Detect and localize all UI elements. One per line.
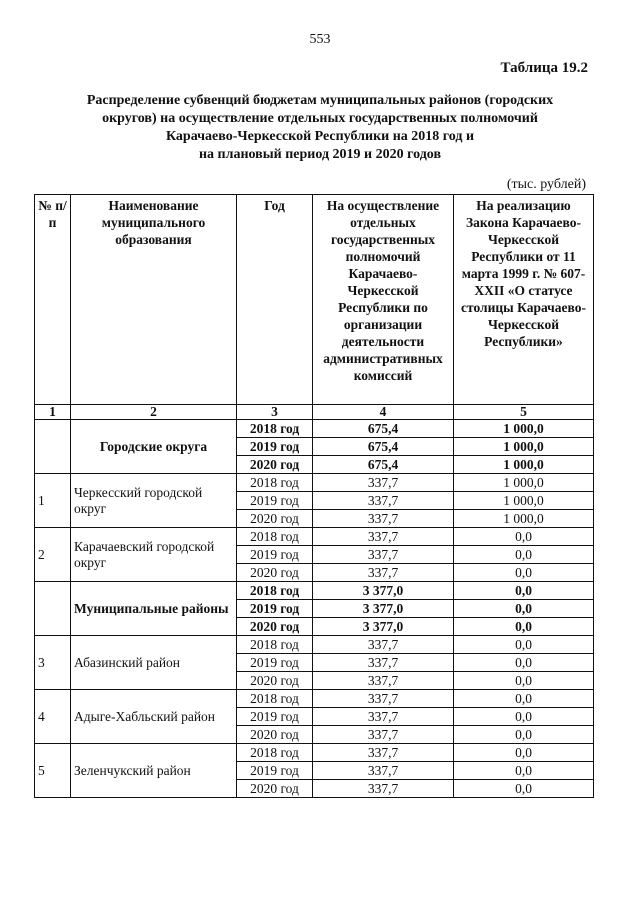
title-line: на плановый период 2019 и 2020 годов [198, 147, 442, 162]
title-line: Карачаево-Черкесской Республики на 2018 год и [165, 129, 475, 144]
municipality-name: Черкесский городской округ [71, 474, 237, 528]
year-cell: 2020 год [237, 780, 313, 798]
year-cell: 2018 год [237, 744, 313, 762]
admin-commissions-value: 337,7 [313, 528, 454, 546]
year-cell: 2019 год [237, 708, 313, 726]
municipality-name: Адыге-Хабльский район [71, 690, 237, 744]
admin-commissions-value: 337,7 [313, 780, 454, 798]
title-line: округов) на осуществление отдельных государственных полномочий [102, 111, 538, 126]
admin-commissions-value: 675,4 [313, 420, 454, 438]
admin-commissions-value: 337,7 [313, 708, 454, 726]
capital-status-value: 0,0 [454, 672, 594, 690]
table-row [35, 690, 594, 708]
capital-status-value: 0,0 [454, 600, 594, 618]
document-title [40, 92, 600, 164]
capital-status-value: 0,0 [454, 582, 594, 600]
capital-status-value: 0,0 [454, 780, 594, 798]
header-year: Год [237, 195, 313, 405]
table-row [35, 744, 594, 762]
page-number: 553 [309, 32, 331, 47]
year-cell: 2018 год [237, 420, 313, 438]
capital-status-value: 0,0 [454, 654, 594, 672]
municipality-name: Карачаевский городской округ [71, 528, 237, 582]
column-number: 1 [35, 405, 71, 420]
year-cell: 2020 год [237, 510, 313, 528]
capital-status-value: 0,0 [454, 564, 594, 582]
year-cell: 2020 год [237, 618, 313, 636]
header-row [35, 195, 594, 405]
capital-status-value: 0,0 [454, 708, 594, 726]
capital-status-value: 0,0 [454, 546, 594, 564]
year-cell: 2019 год [237, 546, 313, 564]
table-row [35, 474, 594, 492]
admin-commissions-value: 337,7 [313, 636, 454, 654]
year-cell: 2019 год [237, 438, 313, 456]
year-cell: 2020 год [237, 564, 313, 582]
capital-status-value: 1 000,0 [454, 474, 594, 492]
admin-commissions-value: 337,7 [313, 744, 454, 762]
header-name: Наименование муниципального образования [71, 195, 237, 405]
year-cell: 2019 год [237, 654, 313, 672]
admin-commissions-value: 337,7 [313, 474, 454, 492]
admin-commissions-value: 675,4 [313, 456, 454, 474]
year-cell: 2019 год [237, 762, 313, 780]
admin-commissions-value: 337,7 [313, 564, 454, 582]
year-cell: 2020 год [237, 672, 313, 690]
row-number: 2 [35, 528, 71, 582]
admin-commissions-value: 3 377,0 [313, 618, 454, 636]
capital-status-value: 0,0 [454, 636, 594, 654]
year-cell: 2019 год [237, 492, 313, 510]
admin-commissions-value: 337,7 [313, 546, 454, 564]
capital-status-value: 1 000,0 [454, 492, 594, 510]
year-cell: 2019 год [237, 600, 313, 618]
capital-status-value: 0,0 [454, 528, 594, 546]
header-number: № п/п [35, 195, 71, 405]
year-cell: 2018 год [237, 582, 313, 600]
capital-status-value: 1 000,0 [454, 456, 594, 474]
admin-commissions-value: 337,7 [313, 672, 454, 690]
table-row [35, 636, 594, 654]
capital-status-value: 0,0 [454, 690, 594, 708]
admin-commissions-value: 337,7 [313, 690, 454, 708]
subvention-table [34, 194, 594, 798]
admin-commissions-value: 337,7 [313, 762, 454, 780]
table-body [35, 420, 594, 798]
units-label: (тыс. рублей) [506, 177, 586, 192]
municipality-name: Городские округа [71, 420, 237, 474]
municipality-name: Муниципальные районы [71, 582, 237, 636]
capital-status-value: 0,0 [454, 618, 594, 636]
capital-status-value: 0,0 [454, 744, 594, 762]
row-number: 3 [35, 636, 71, 690]
admin-commissions-value: 337,7 [313, 492, 454, 510]
year-cell: 2020 год [237, 456, 313, 474]
admin-commissions-value: 337,7 [313, 654, 454, 672]
header-admin-commissions: На осуществление отдельных государственных полномочий Карачаево-Черкесской Республики по организации деятельности административных комиссий [313, 195, 454, 405]
capital-status-value: 0,0 [454, 762, 594, 780]
table-row [35, 420, 594, 438]
header-capital-status: На реализацию Закона Карачаево-Черкесской Республики от 11 марта 1999 г. № 607-XXII «О статусе столицы Карачаево-Черкесской Республики» [454, 195, 594, 405]
municipality-name: Абазинский район [71, 636, 237, 690]
table-row [35, 582, 594, 600]
title-line: Распределение субвенций бюджетам муниципальных районов (городских [86, 93, 554, 108]
column-number-row [35, 405, 594, 420]
capital-status-value: 1 000,0 [454, 420, 594, 438]
table-label: Таблица 19.2 [500, 60, 588, 76]
row-number: 1 [35, 474, 71, 528]
year-cell: 2018 год [237, 636, 313, 654]
column-number: 3 [237, 405, 313, 420]
admin-commissions-value: 3 377,0 [313, 600, 454, 618]
admin-commissions-value: 675,4 [313, 438, 454, 456]
row-number: 5 [35, 744, 71, 798]
column-number: 4 [313, 405, 454, 420]
capital-status-value: 1 000,0 [454, 438, 594, 456]
admin-commissions-value: 337,7 [313, 726, 454, 744]
table-row [35, 528, 594, 546]
capital-status-value: 0,0 [454, 726, 594, 744]
admin-commissions-value: 3 377,0 [313, 582, 454, 600]
admin-commissions-value: 337,7 [313, 510, 454, 528]
column-number: 5 [454, 405, 594, 420]
year-cell: 2018 год [237, 474, 313, 492]
capital-status-value: 1 000,0 [454, 510, 594, 528]
row-number [35, 582, 71, 636]
row-number [35, 420, 71, 474]
column-number: 2 [71, 405, 237, 420]
municipality-name: Зеленчукский район [71, 744, 237, 798]
row-number: 4 [35, 690, 71, 744]
year-cell: 2018 год [237, 690, 313, 708]
year-cell: 2020 год [237, 726, 313, 744]
year-cell: 2018 год [237, 528, 313, 546]
